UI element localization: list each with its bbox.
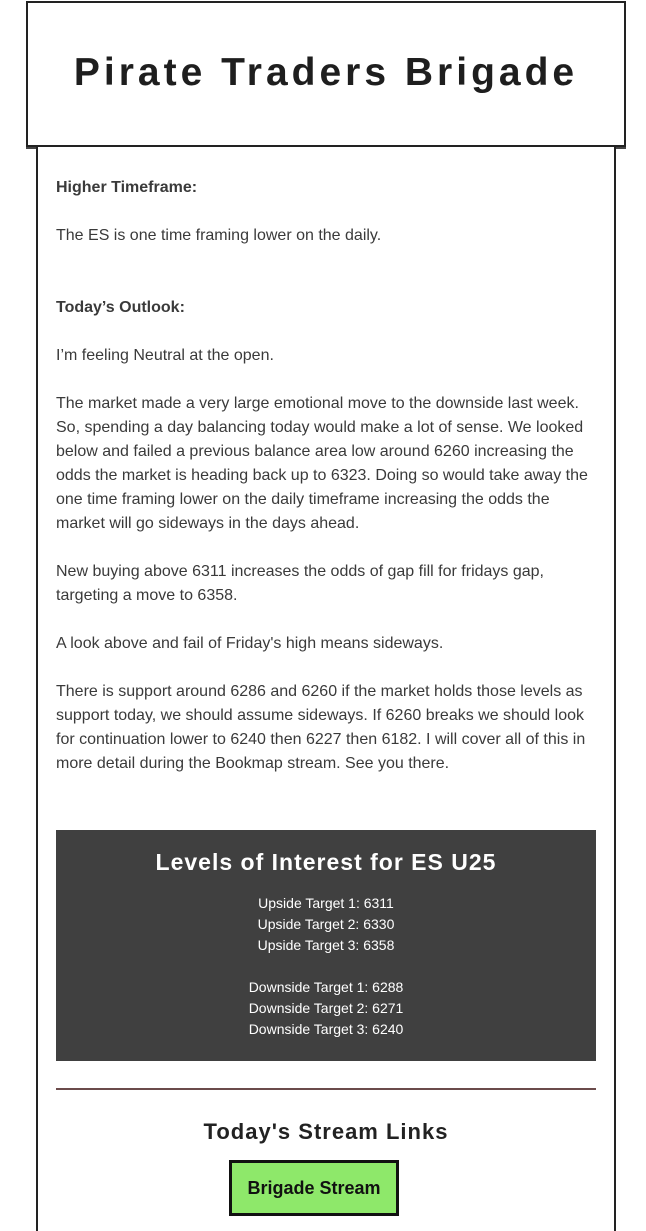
upside-target: Upside Target 3: 6358 bbox=[257, 937, 395, 953]
downside-target: Downside Target 3: 6240 bbox=[248, 1021, 404, 1037]
stream-links-title: Today's Stream Links bbox=[203, 1119, 449, 1144]
page-title: Pirate Traders Brigade bbox=[73, 51, 579, 94]
outlook-heading: Today’s Outlook: bbox=[56, 299, 185, 316]
outlook-section bbox=[56, 296, 596, 776]
upside-target: Upside Target 1: 6311 bbox=[258, 895, 394, 911]
higher-timeframe-text: The ES is one time framing lower on the daily. bbox=[56, 227, 382, 244]
upside-target: Upside Target 2: 6330 bbox=[257, 916, 395, 932]
downside-target: Downside Target 1: 6288 bbox=[248, 979, 404, 995]
outlook-paragraph: I’m feeling Neutral at the open. bbox=[56, 347, 274, 364]
outlook-paragraph: The market made a very large emotional move to the downside last week. So, spending a day balancing today would make a lot of sense. We looked below and failed a previous balance area low around 6260 increasing the odds the market is heading back up to 6323. Doing so would take away the one time framing lower on the daily timeframe increasing the odds the market will go sideways in the days ahead. bbox=[56, 395, 588, 532]
higher-timeframe-section bbox=[56, 176, 596, 248]
header-banner bbox=[26, 1, 626, 147]
outlook-paragraph: A look above and fail of Friday's high means sideways. bbox=[56, 635, 444, 652]
brigade-stream-button[interactable]: Brigade Stream bbox=[229, 1160, 399, 1216]
higher-timeframe-heading: Higher Timeframe: bbox=[56, 179, 198, 196]
levels-spacer bbox=[56, 956, 596, 977]
downside-target: Downside Target 2: 6271 bbox=[248, 1000, 404, 1016]
outlook-paragraph: New buying above 6311 increases the odds of gap fill for fridays gap, targeting a move to 6358. bbox=[56, 563, 544, 604]
newsletter-body bbox=[36, 147, 616, 1231]
levels-of-interest-panel bbox=[56, 830, 596, 1061]
levels-title: Levels of Interest for ES U25 bbox=[155, 849, 497, 875]
outlook-paragraph: There is support around 6286 and 6260 if the market holds those levels as support today, we should assume sideways. If 6260 breaks we should look for continuation lower to 6240 then 6227 then 6182. I will cover all of this in more detail during the Bookmap stream. See you there. bbox=[56, 683, 586, 772]
section-divider bbox=[56, 1088, 596, 1090]
levels-list bbox=[56, 893, 596, 1040]
